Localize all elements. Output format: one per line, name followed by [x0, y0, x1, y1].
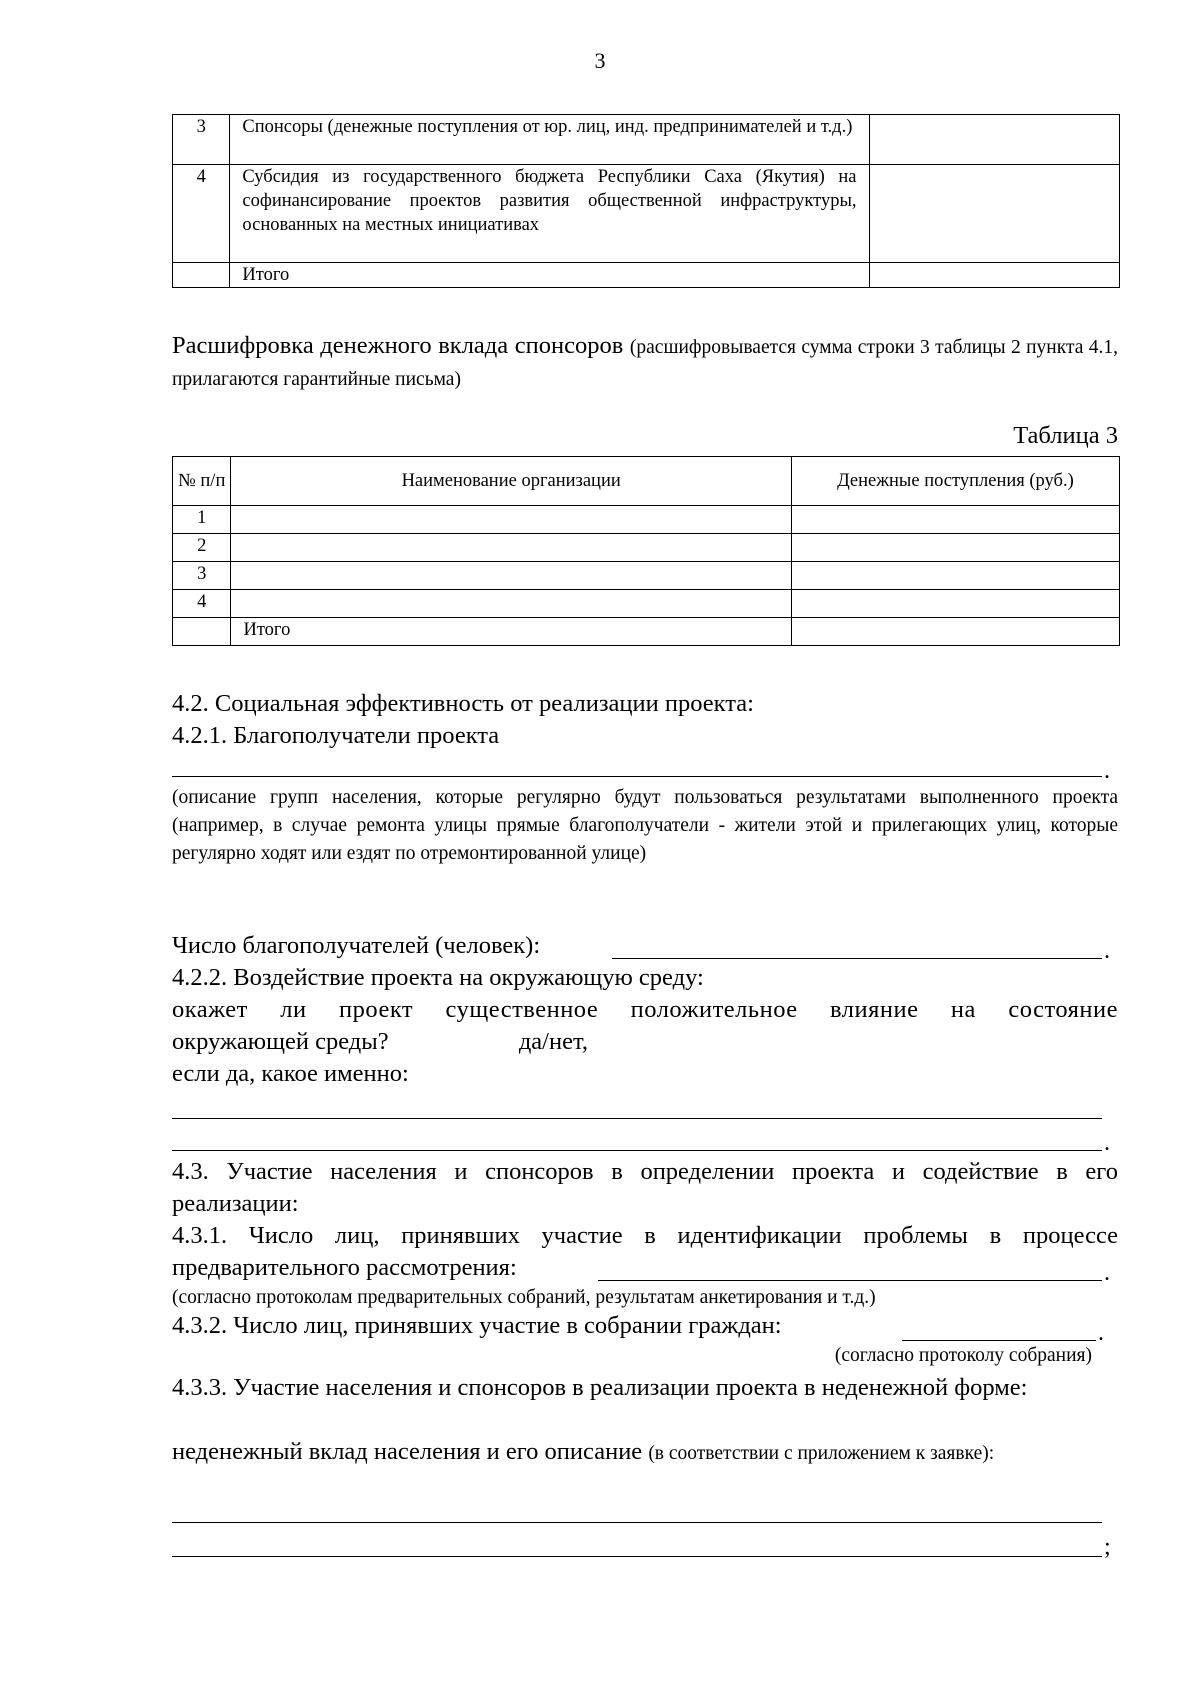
- row-text: Спонсоры (денежные поступления от юр. лиц, инд. предпринимателей и т.д.): [242, 117, 853, 137]
- section-4-3-title: 4.3. Участие населения и спонсоров в определении проекта и содействие в его реализации:: [172, 1158, 1118, 1217]
- row-number: [173, 618, 231, 646]
- header-org: Наименование организации: [231, 457, 791, 506]
- nonmonetary-note: (в соответствии с приложением к заявке):: [648, 1443, 995, 1464]
- header-money: Денежные поступления (руб.): [791, 457, 1119, 506]
- env-description-line2[interactable]: [172, 1150, 1102, 1151]
- sponsors-heading-block: [172, 330, 1118, 394]
- row-description: [230, 115, 869, 165]
- row-number: 4: [173, 590, 231, 618]
- sponsors-note: (расшифровывается сумма строки 3 таблицы 2 пункта 4.1, прилагаются гарантийные письма): [172, 337, 1118, 390]
- row-text: Субсидия из государственного бюджета Республики Саха (Якутия) на софинансирование проектов развития общественной инфраструктуры, основанных на местных инициативах: [242, 167, 857, 235]
- row-value-cell[interactable]: [869, 165, 1120, 263]
- money-cell[interactable]: [791, 506, 1119, 534]
- period-mark: .: [1104, 1130, 1110, 1156]
- money-cell[interactable]: [791, 562, 1119, 590]
- section-4-2-title: 4.2. Социальная эффективность от реализации проекта:: [172, 690, 754, 717]
- nonmonetary-description-line1[interactable]: [172, 1522, 1102, 1523]
- env-question-text: окружающей среды?: [172, 1028, 389, 1055]
- org-cell[interactable]: [231, 590, 791, 618]
- section-4-3-3: 4.3.3. Участие населения и спонсоров в реализации проекта в неденежной форме:: [172, 1374, 1028, 1401]
- row-number: [173, 263, 230, 288]
- org-cell[interactable]: [231, 562, 791, 590]
- env-answer-choice[interactable]: да/нет,: [518, 1028, 588, 1055]
- end-mark: ;: [1104, 1534, 1111, 1560]
- row-number: 3: [173, 562, 231, 590]
- table-row: [173, 618, 1120, 646]
- org-cell[interactable]: [231, 534, 791, 562]
- row-number: 2: [173, 534, 231, 562]
- total-label: Итого: [231, 618, 791, 646]
- table-row: [173, 165, 1120, 263]
- period-mark: .: [1098, 1320, 1104, 1346]
- table-row: [173, 506, 1120, 534]
- table-row: [173, 115, 1120, 165]
- table-header-row: [173, 457, 1120, 506]
- section-4-3-2: 4.3.2. Число лиц, принявших участие в собрании граждан:: [172, 1312, 782, 1339]
- env-question-line2: [172, 1026, 1118, 1058]
- table-row: [173, 534, 1120, 562]
- table-row: [173, 562, 1120, 590]
- total-money-cell[interactable]: [791, 618, 1119, 646]
- org-cell[interactable]: [231, 506, 791, 534]
- nonmonetary-description-line2[interactable]: [172, 1556, 1102, 1557]
- money-cell[interactable]: [791, 534, 1119, 562]
- page-number: 3: [594, 48, 606, 73]
- env-question-line1: окажет ли проект существенное положительное влияние на состояние: [172, 996, 1118, 1023]
- beneficiaries-note: (описание групп населения, которые регулярно будут пользоваться результатами выполненного проекта (например, в случае ремонта улицы прямые благополучатели - жители этой и прилегающих улиц, которые регулярно ходят или ездят по отремонтированной улице): [172, 787, 1118, 864]
- beneficiaries-input-line[interactable]: [172, 776, 1102, 777]
- env-if-yes-label: если да, какое именно:: [172, 1060, 409, 1087]
- money-cell[interactable]: [791, 590, 1119, 618]
- section-4-2-1-title: 4.2.1. Благополучатели проекта: [172, 722, 500, 749]
- section-4-3-1-note: (согласно протоколам предварительных собраний, результатам анкетирования и т.д.): [172, 1287, 876, 1308]
- section-4-3-1-line2: предварительного рассмотрения:: [172, 1254, 517, 1281]
- period-mark: .: [1104, 938, 1110, 964]
- beneficiaries-count-label: Число благополучателей (человек):: [172, 932, 541, 959]
- period-mark: .: [1104, 1260, 1110, 1286]
- problem-identification-count-input[interactable]: [598, 1280, 1102, 1281]
- period-mark: .: [1104, 758, 1110, 784]
- row-number: 3: [173, 115, 230, 165]
- funding-table: [172, 114, 1120, 288]
- table-row: [173, 590, 1120, 618]
- beneficiaries-count-input[interactable]: [612, 958, 1102, 959]
- env-description-line1[interactable]: [172, 1118, 1102, 1119]
- sponsors-heading: Расшифровка денежного вклада спонсоров: [172, 332, 624, 359]
- section-4-2-2-title: 4.2.2. Воздействие проекта на окружающую среду:: [172, 964, 704, 991]
- header-num: № п/п: [173, 457, 231, 506]
- nonmonetary-block: [172, 1436, 1118, 1468]
- meeting-participants-count-input[interactable]: [902, 1340, 1096, 1341]
- section-4-3-1-line1: 4.3.1. Число лиц, принявших участие в идентификации проблемы в процессе: [172, 1222, 1118, 1249]
- total-label: Итого: [230, 263, 869, 288]
- nonmonetary-label: неденежный вклад населения и его описание: [172, 1438, 643, 1465]
- sponsors-table: [172, 456, 1120, 646]
- row-value-cell[interactable]: [869, 115, 1120, 165]
- table3-caption: Таблица 3: [1013, 422, 1118, 449]
- row-description: [230, 165, 869, 263]
- table-row: [173, 263, 1120, 288]
- total-value-cell[interactable]: [869, 263, 1120, 288]
- section-4-3-2-note: (согласно протоколу собрания): [834, 1345, 1092, 1366]
- row-number: 1: [173, 506, 231, 534]
- row-number: 4: [173, 165, 230, 263]
